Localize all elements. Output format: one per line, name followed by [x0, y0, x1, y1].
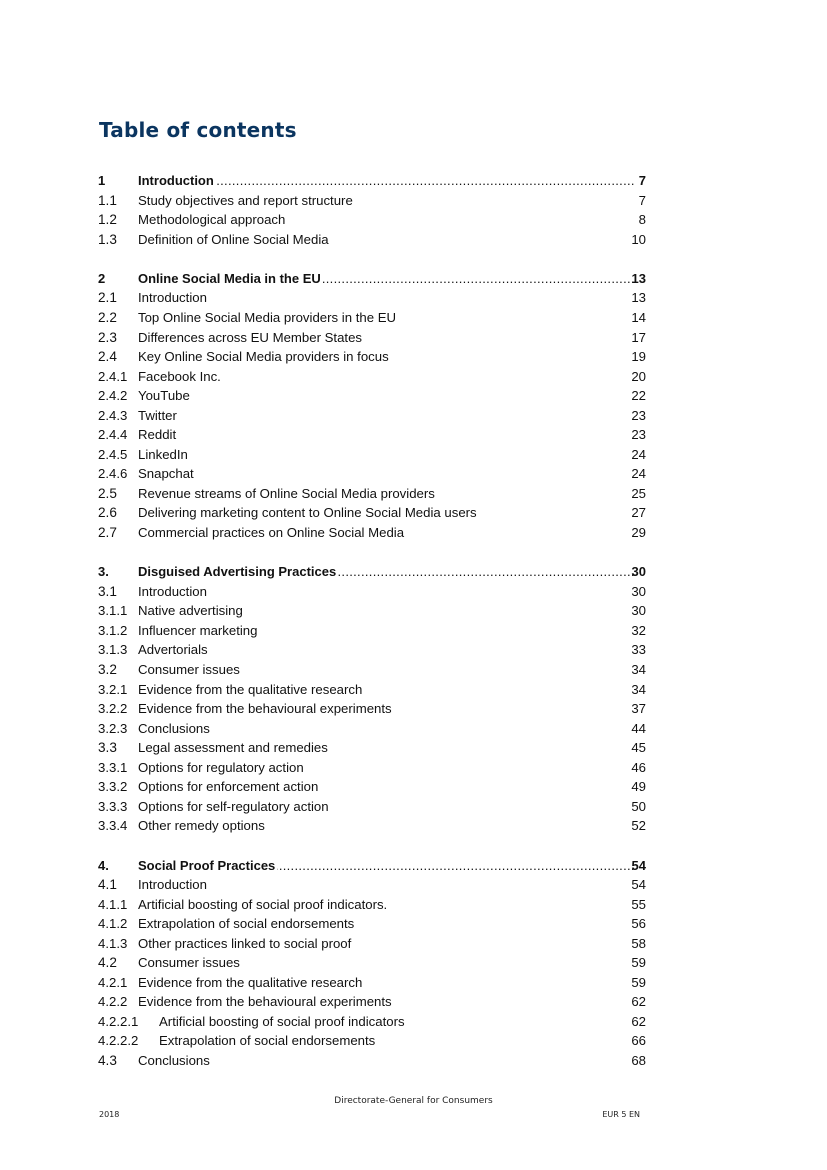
toc-entry-page: 52	[631, 818, 646, 834]
toc-entry-page: 68	[631, 1053, 646, 1069]
toc-entry-page: 7	[638, 173, 646, 188]
toc-entry-title: Influencer marketing	[138, 622, 258, 638]
toc-entry-page: 30	[631, 583, 646, 599]
toc-entry-number: 4.2	[98, 955, 117, 971]
toc-entry-page: 54	[631, 857, 646, 873]
toc-entry-number: 3.1.3	[98, 642, 128, 658]
toc-entry[interactable]	[98, 660, 646, 680]
toc-entry-title: Native advertising	[138, 603, 243, 619]
toc-entry-title: Conclusions	[138, 1053, 210, 1069]
toc-entry-page: 13	[631, 270, 646, 286]
toc-entry-title: Other practices linked to social proof	[138, 935, 352, 951]
toc-entry-number: 3.3.2	[98, 779, 128, 795]
toc-entry-number: 4.2.2	[98, 994, 128, 1010]
toc-entry-page: 7	[638, 192, 646, 208]
toc-entry[interactable]	[98, 288, 646, 308]
toc-entry-title: Evidence from the behavioural experiments	[138, 994, 392, 1010]
toc-entry-page: 24	[631, 466, 646, 482]
toc-entry-number: 4.	[98, 857, 109, 873]
toc-entry-number: 2	[98, 270, 106, 286]
toc-entry-page: 29	[631, 524, 646, 540]
toc-entry-title: Definition of Online Social Media	[138, 231, 329, 247]
toc-chapter-title-text: Online Social Media in the EU	[138, 270, 321, 286]
toc-entry[interactable]	[98, 171, 646, 191]
toc-entry[interactable]	[98, 992, 646, 1012]
toc-entry[interactable]	[98, 895, 646, 915]
toc-entry[interactable]	[98, 562, 646, 582]
toc-chapter-title-text: Disguised Advertising Practices	[138, 564, 337, 580]
toc-entry-number: 3.3.3	[98, 798, 128, 814]
toc-entry-page: 20	[631, 368, 646, 384]
toc-entry-title: Snapchat	[138, 466, 194, 482]
toc-entry-page: 32	[631, 622, 646, 638]
toc-entry-number: 1.2	[98, 212, 117, 228]
toc-entry-page: 23	[631, 407, 646, 423]
toc-entry-title	[138, 562, 634, 582]
toc-entry-page: 58	[631, 935, 646, 951]
toc-entry[interactable]	[98, 934, 646, 954]
toc-entry-number: 3.2.3	[98, 720, 128, 736]
toc-entry-page: 59	[631, 955, 646, 971]
toc-entry-title: Evidence from the qualitative research	[138, 681, 363, 697]
toc-entry[interactable]	[98, 464, 646, 484]
toc-chapter-title-text: Social Proof Practices	[138, 857, 276, 873]
toc-entry[interactable]	[98, 1031, 646, 1051]
toc-entry[interactable]	[98, 582, 646, 602]
toc-entry-page: 56	[631, 916, 646, 932]
toc-entry-number: 2.5	[98, 485, 117, 501]
page-title: Table of contents	[99, 118, 297, 142]
toc-entry-page: 59	[631, 974, 646, 990]
toc-entry-page: 33	[631, 642, 646, 658]
toc-entry-page: 30	[631, 603, 646, 619]
toc-entry-title: Options for regulatory action	[138, 759, 304, 775]
table-of-contents	[98, 171, 646, 1071]
toc-entry-number: 2.4	[98, 349, 117, 365]
toc-entry-number: 3.3.1	[98, 759, 128, 775]
toc-entry-page: 62	[631, 1013, 646, 1029]
toc-entry[interactable]	[98, 777, 646, 797]
toc-entry-number: 2.4.4	[98, 427, 128, 443]
toc-entry[interactable]	[98, 680, 646, 700]
toc-entry-page: 14	[631, 309, 646, 325]
toc-entry-title: Conclusions	[138, 720, 210, 736]
toc-entry-number: 1	[98, 173, 106, 188]
toc-entry[interactable]	[98, 445, 646, 465]
toc-entry[interactable]	[98, 699, 646, 719]
toc-entry-number: 3.2.2	[98, 701, 128, 717]
toc-entry-title: Revenue streams of Online Social Media providers	[138, 485, 435, 501]
toc-entry[interactable]	[98, 914, 646, 934]
toc-entry-title: Options for self-regulatory action	[138, 798, 329, 814]
toc-entry-number: 4.1.3	[98, 935, 128, 951]
footer-year: 2018	[99, 1110, 120, 1119]
toc-entry-title	[138, 269, 634, 289]
toc-entry-number: 2.4.5	[98, 446, 128, 462]
toc-entry-page: 66	[631, 1033, 646, 1049]
toc-entry-title: Artificial boosting of social proof indicators	[159, 1013, 405, 1029]
toc-entry-title: Legal assessment and remedies	[138, 740, 328, 756]
toc-entry[interactable]	[98, 973, 646, 993]
toc-entry-number: 3.2.1	[98, 681, 128, 697]
toc-entry-number: 3.	[98, 564, 109, 580]
toc-entry-number: 2.4.6	[98, 466, 128, 482]
toc-entry-number: 1.3	[98, 231, 117, 247]
toc-entry-page: 19	[631, 349, 646, 365]
toc-entry-title: Key Online Social Media providers in focus	[138, 349, 389, 365]
toc-entry-title: Introduction	[138, 290, 207, 306]
toc-entry[interactable]	[98, 210, 646, 230]
toc-entry-number: 2.3	[98, 329, 117, 345]
toc-entry-number: 3.1	[98, 583, 117, 599]
toc-entry-number: 4.1	[98, 877, 117, 893]
toc-entry-title: Evidence from the behavioural experiments	[138, 701, 392, 717]
toc-entry-page: 22	[631, 388, 646, 404]
toc-entry-title: Options for enforcement action	[138, 779, 319, 795]
toc-entry[interactable]	[98, 797, 646, 817]
toc-entry[interactable]	[98, 503, 646, 523]
toc-entry-page: 45	[631, 740, 646, 756]
toc-entry-number: 4.2.1	[98, 974, 128, 990]
toc-entry[interactable]	[98, 875, 646, 895]
toc-entry-title: Reddit	[138, 427, 177, 443]
toc-entry-title: Evidence from the qualitative research	[138, 974, 363, 990]
toc-entry-number: 2.4.3	[98, 407, 128, 423]
toc-entry-number: 4.3	[98, 1053, 117, 1069]
toc-entry-page: 49	[631, 779, 646, 795]
toc-entry[interactable]	[98, 621, 646, 641]
toc-chapter-title-text: Introduction	[138, 173, 214, 188]
toc-entry[interactable]	[98, 269, 646, 289]
toc-entry[interactable]	[98, 367, 646, 387]
toc-entry-page: 44	[631, 720, 646, 736]
toc-entry[interactable]	[98, 1051, 646, 1071]
toc-entry-title	[138, 171, 634, 191]
toc-entry[interactable]	[98, 601, 646, 621]
toc-entry-title: Consumer issues	[138, 955, 240, 971]
toc-entry-title: Other remedy options	[138, 818, 265, 834]
toc-entry-page: 27	[631, 505, 646, 521]
toc-entry-title: LinkedIn	[138, 446, 188, 462]
toc-entry-title: Artificial boosting of social proof indicators.	[138, 896, 388, 912]
toc-entry-page: 34	[631, 681, 646, 697]
toc-entry-title: Extrapolation of social endorsements	[159, 1033, 376, 1049]
toc-entry-number: 3.2	[98, 661, 117, 677]
toc-entry[interactable]	[98, 386, 646, 406]
toc-entry-number: 4.2.2.2	[98, 1033, 139, 1049]
toc-entry-title: Twitter	[138, 407, 177, 423]
toc-entry-number: 2.7	[98, 524, 117, 540]
toc-entry[interactable]	[98, 425, 646, 445]
toc-entry-title	[138, 856, 634, 876]
footer-publisher: Directorate-General for Consumers	[334, 1096, 493, 1106]
toc-entry-title: Introduction	[138, 583, 207, 599]
toc-entry[interactable]	[98, 230, 646, 250]
toc-entry[interactable]	[98, 347, 646, 367]
toc-entry-number: 3.1.2	[98, 622, 128, 638]
toc-entry-title: Methodological approach	[138, 212, 286, 228]
toc-entry-number: 2.4.1	[98, 368, 128, 384]
toc-entry-page: 8	[638, 212, 646, 228]
toc-entry-title: Facebook Inc.	[138, 368, 221, 384]
toc-entry-number: 4.1.2	[98, 916, 128, 932]
toc-entry[interactable]	[98, 816, 646, 836]
toc-entry-number: 3.1.1	[98, 603, 128, 619]
toc-entry-title: Introduction	[138, 877, 207, 893]
toc-entry-number: 3.3.4	[98, 818, 128, 834]
toc-entry-page: 24	[631, 446, 646, 462]
toc-entry-title: Differences across EU Member States	[138, 329, 363, 345]
toc-entry[interactable]	[98, 191, 646, 211]
toc-entry-title: Extrapolation of social endorsements	[138, 916, 355, 932]
toc-entry-page: 37	[631, 701, 646, 717]
toc-entry-number: 2.4.2	[98, 388, 128, 404]
toc-entry[interactable]	[98, 738, 646, 758]
toc-entry-number: 4.1.1	[98, 896, 128, 912]
toc-entry-page: 55	[631, 896, 646, 912]
toc-entry-title: Commercial practices on Online Social Media	[138, 524, 405, 540]
toc-entry-page: 23	[631, 427, 646, 443]
toc-entry-title: Advertorials	[138, 642, 208, 658]
toc-entry-page: 25	[631, 485, 646, 501]
toc-entry-number: 2.1	[98, 290, 117, 306]
toc-entry-page: 54	[631, 877, 646, 893]
toc-entry[interactable]	[98, 523, 646, 543]
toc-entry[interactable]	[98, 484, 646, 504]
toc-entry[interactable]	[98, 406, 646, 426]
toc-entry[interactable]	[98, 328, 646, 348]
toc-entry-title: Delivering marketing content to Online Social Media users	[138, 505, 477, 521]
toc-entry-number: 4.2.2.1	[98, 1013, 139, 1029]
toc-entry-page: 46	[631, 759, 646, 775]
footer-code: EUR 5 EN	[602, 1110, 640, 1119]
toc-entry[interactable]	[98, 758, 646, 778]
toc-entry[interactable]	[98, 640, 646, 660]
toc-entry-title: Study objectives and report structure	[138, 192, 353, 208]
toc-entry-number: 1.1	[98, 192, 117, 208]
toc-entry-page: 30	[631, 564, 646, 580]
toc-entry-number: 3.3	[98, 740, 117, 756]
toc-entry-page: 62	[631, 994, 646, 1010]
toc-entry[interactable]	[98, 308, 646, 328]
toc-entry-number: 2.6	[98, 505, 117, 521]
toc-entry[interactable]	[98, 1012, 646, 1032]
toc-entry-title: YouTube	[138, 388, 190, 404]
toc-entry-title: Top Online Social Media providers in the EU	[138, 309, 397, 325]
toc-entry-title: Consumer issues	[138, 661, 240, 677]
toc-entry-number: 2.2	[98, 309, 117, 325]
toc-entry-page: 17	[631, 329, 646, 345]
toc-entry-page: 10	[631, 231, 646, 247]
toc-entry-page: 50	[631, 798, 646, 814]
toc-entry[interactable]	[98, 856, 646, 876]
toc-entry[interactable]	[98, 953, 646, 973]
toc-entry-page: 13	[631, 290, 646, 306]
toc-entry-page: 34	[631, 661, 646, 677]
toc-entry[interactable]	[98, 719, 646, 739]
